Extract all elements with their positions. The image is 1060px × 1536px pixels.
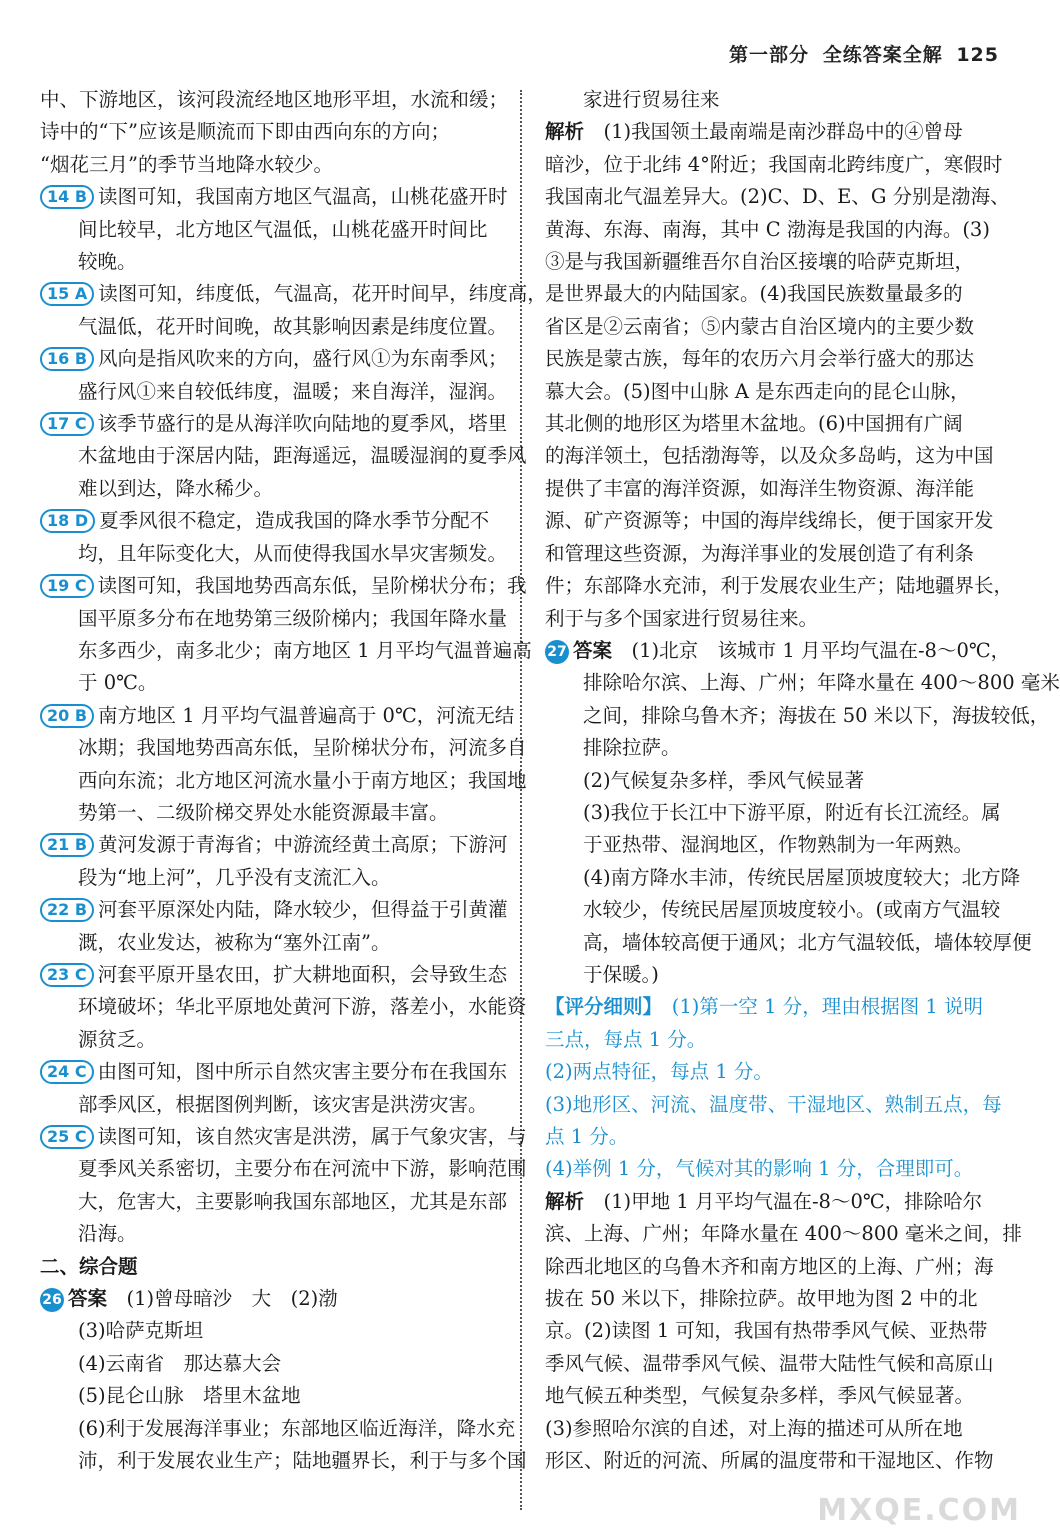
- answer-text: 势第一、二级阶梯交界处水能资源最丰富。: [78, 800, 449, 824]
- page-number: 125: [956, 44, 999, 66]
- q26-text: (1)曾母暗沙 大 (2)渤: [126, 1287, 338, 1311]
- answer-text: 国平原多分布在地势第三级阶梯内；我国年降水量: [78, 606, 508, 630]
- q27-line: [545, 894, 1000, 926]
- answer-line: [40, 765, 527, 797]
- answer-text: 段为“地上河”，几乎没有支流汇入。: [78, 865, 391, 889]
- pingfen-text: (2)两点特征，每点 1 分。: [545, 1060, 773, 1084]
- answer-item: [40, 1121, 527, 1251]
- answer-text: 均，且年际变化大，从而使得我国水旱灾害频发。: [78, 541, 508, 565]
- jiexi2-line: [545, 1218, 1022, 1250]
- q27-line: [545, 862, 1021, 894]
- jiexi2-line: [545, 1413, 1000, 1445]
- jiexi-line: [545, 505, 1000, 537]
- jiexi-text: 源、矿产资源等；中国的海岸线绵长，便于国家开发: [545, 509, 994, 533]
- answer-line: [40, 311, 510, 343]
- answer-item: [40, 505, 510, 570]
- q27-text: 于保暖。): [583, 962, 659, 986]
- answer-line: [40, 440, 527, 472]
- left-column: [40, 84, 547, 1477]
- q26-line: [40, 1380, 510, 1412]
- answer-line: [40, 1056, 510, 1088]
- answer-text: 读图可知，该自然灾害是洪涝，属于气象灾害，与: [97, 1125, 527, 1148]
- answer-line: [40, 927, 510, 959]
- q26-text: 沛，利于发展农业生产；陆地疆界长，利于与多个国: [78, 1449, 527, 1473]
- answer-line: [40, 1121, 527, 1153]
- answer-text: 难以到达，降水稀少。: [78, 476, 274, 500]
- jiexi-text: 是世界最大的内陆国家。(4)我国民族数量最多的: [545, 282, 963, 306]
- pingfen-text: 点 1 分。: [545, 1125, 629, 1148]
- jiexi-line: [545, 440, 1000, 472]
- answer-line: [40, 214, 510, 246]
- q27-number: 27: [545, 640, 569, 664]
- jiexi-text: ③是与我国新疆维吾尔自治区接壤的哈萨克斯坦，: [545, 250, 975, 274]
- answer-badge: 20 B: [40, 704, 94, 728]
- q27-text: 于亚热带、湿润地区，作物熟制为一年两熟。: [583, 833, 974, 857]
- answer-line: [40, 343, 510, 375]
- answer-line: [40, 570, 527, 602]
- right-column: [545, 84, 1060, 1477]
- answer-badge: 18 D: [40, 509, 95, 533]
- answer-line: [40, 667, 510, 699]
- pingfen-line: [545, 1024, 1000, 1056]
- jiexi2-line: [545, 1315, 1000, 1347]
- page-header: [723, 40, 999, 67]
- answer-line: [40, 149, 510, 181]
- answer-text: 风向是指风吹来的方向，盛行风①为东南季风；: [98, 347, 508, 371]
- q27-text: 排除哈尔滨、上海、广州；年降水量在 400～800 毫米: [583, 671, 1060, 695]
- jiexi-text: 件；东部降水充沛，利于发展农业生产；陆地疆界长，: [545, 574, 1014, 598]
- jiexi2-line: [545, 1380, 1000, 1412]
- answer-badge: 17 C: [40, 412, 94, 436]
- answer-line: [40, 538, 510, 570]
- pingfen-line: [545, 1056, 1000, 1088]
- answer-line: [40, 959, 510, 991]
- answer-line: [40, 505, 510, 537]
- q26-text: (4)云南省 那达慕大会: [78, 1351, 282, 1375]
- answer-text: 部季风区，根据图例判断，该灾害是洪涝灾害。: [78, 1092, 488, 1116]
- answer-text: 该季节盛行的是从海洋吹向陆地的夏季风，塔里: [97, 412, 508, 436]
- q26-text: (6)利于发展海洋事业；东部地区临近海洋，降水充: [78, 1416, 516, 1440]
- answer-line: [40, 1153, 527, 1185]
- q27-text: (2)气候复杂多样，季风气候显著: [583, 768, 865, 792]
- q26-text: (5)昆仑山脉 塔里木盆地: [78, 1384, 301, 1408]
- answer-item: [40, 570, 532, 700]
- answer-badge: 25 C: [40, 1125, 94, 1149]
- answer-text: 南方地区 1 月平均气温普遍高于 0℃，河流无结: [98, 703, 515, 727]
- section-title: 二、综合题: [40, 1254, 138, 1278]
- jiexi2-text: 拔在 50 米以下，排除拉萨。故甲地为图 2 中的北: [545, 1287, 978, 1311]
- answer-line: [40, 1218, 510, 1250]
- answer-text: 读图可知，我国地势西高东低，呈阶梯状分布；我: [97, 574, 527, 598]
- answer-text: 源贫乏。: [78, 1027, 157, 1051]
- q27-text: 水较少，传统民居屋顶坡度较小。(或南方气温较: [583, 898, 1001, 922]
- answer-line: [40, 408, 510, 440]
- answer-text: 沿海。: [78, 1222, 137, 1246]
- answer-line: [40, 603, 510, 635]
- answer-line: [40, 894, 510, 926]
- jiexi2-text: 滨、上海、广州；年降水量在 400～800 毫米之间，排: [545, 1222, 1022, 1246]
- jiexi-line: [545, 473, 1000, 505]
- answer-line: [40, 181, 510, 213]
- q27-text: 之间，排除乌鲁木齐；海拔在 50 米以下，海拔较低，: [583, 703, 1050, 727]
- q26-line: [40, 1315, 510, 1347]
- pingfen-line: [545, 1153, 1000, 1185]
- answer-line: [40, 829, 510, 861]
- q27-line: [545, 667, 1060, 699]
- answer-line: [40, 732, 527, 764]
- jiexi-text: 我国南北气温差异大。(2)C、D、E、G 分别是渤海、: [545, 185, 1010, 209]
- answer-badge: 15 A: [40, 282, 94, 306]
- answer-line: [40, 116, 510, 148]
- answer-text: 溉，农业发达，被称为“塞外江南”。: [78, 930, 391, 954]
- answer-text: 夏季风很不稳定，造成我国的降水季节分配不: [99, 509, 490, 533]
- answer-line: [40, 991, 527, 1023]
- jiexi-line: [545, 246, 1000, 278]
- answer-badge: 21 B: [40, 833, 94, 857]
- jiexi-label: 解析: [545, 120, 585, 144]
- jiexi-line: [545, 278, 1000, 310]
- q27-line: [545, 829, 1000, 861]
- jiexi2-text: 除西北地区的乌鲁木齐和南方地区的上海、广州；海: [545, 1254, 994, 1278]
- answer-item: [40, 343, 510, 408]
- jiexi-line: [545, 214, 1000, 246]
- jiexi-text: 省区是②云南省；⑤内蒙古自治区境内的主要少数: [545, 314, 975, 338]
- q27-line: [545, 700, 1050, 732]
- jiexi-line: [545, 376, 1000, 408]
- q26-line: [40, 1283, 510, 1315]
- jiexi2-line: [545, 1348, 1000, 1380]
- q27-text: (1)北京 该城市 1 月平均气温在-8～0℃，: [631, 638, 1011, 662]
- answer-text: “烟花三月”的季节当地降水较少。: [40, 152, 333, 176]
- header-title: 全练答案全解: [822, 44, 943, 66]
- answer-item: [40, 700, 527, 830]
- answer-item: [40, 829, 510, 894]
- answer-text: 气温低，花开时间晚，故其影响因素是纬度位置。: [78, 314, 508, 338]
- jiexi-line: [545, 408, 1000, 440]
- answer-text: 环境破坏；华北平原地处黄河下游，落差小，水能资: [78, 995, 527, 1019]
- jiexi-text: 慕大会。(5)图中山脉 A 是东西走向的昆仑山脉，: [545, 379, 970, 403]
- answer-text: 大，危害大，主要影响我国东部地区，尤其是东部: [78, 1189, 508, 1213]
- jiexi-text: 其北侧的地形区为塔里木盆地。(6)中国拥有广阔: [545, 412, 963, 436]
- q26-line: [40, 1413, 516, 1445]
- jiexi2-text: 地气候五种类型，气候复杂多样，季风气候显著。: [545, 1384, 975, 1408]
- answer-text: 夏季风关系密切，主要分布在河流中下游，影响范围: [78, 1157, 527, 1181]
- answer-text: 西向东流；北方地区河流水量小于南方地区；我国地: [78, 768, 527, 792]
- answer-badge: 22 B: [40, 898, 94, 922]
- q26-line: [40, 1348, 510, 1380]
- jiexi2-text: 季风气候、温带季风气候、温带大陆性气候和高原山: [545, 1351, 994, 1375]
- jiexi-text: 的海洋领土，包括渤海等，以及众多岛屿，这为中国: [545, 444, 994, 468]
- jiexi-text: 利于与多个国家进行贸易往来。: [545, 606, 819, 630]
- q27-text: 排除拉萨。: [583, 736, 681, 760]
- jiexi-text: 民族是蒙古族，每年的农历六月会举行盛大的那达: [545, 347, 975, 371]
- answer-item: [40, 894, 510, 959]
- jiexi-line: [545, 311, 1000, 343]
- pingfen-text: (3)地形区、河流、温度带、干湿地区、熟制五点，每: [545, 1092, 1002, 1116]
- jiexi-line: [545, 149, 1003, 181]
- answer-line: [40, 1186, 510, 1218]
- answer-item: [40, 408, 527, 505]
- q27-text: (4)南方降水丰沛，传统民居屋顶坡度较大；北方降: [583, 865, 1021, 889]
- answer-text: 黄河发源于青海省；中游流经黄土高原；下游河: [98, 833, 508, 857]
- pingfen-text: (4)举例 1 分，气候对其的影响 1 分，合理即可。: [545, 1157, 974, 1181]
- answer-text: 由图可知，图中所示自然灾害主要分布在我国东: [97, 1060, 508, 1084]
- answer-line: [40, 635, 532, 667]
- answer-text: 河套平原深处内陆，降水较少，但得益于引黄灌: [98, 898, 508, 922]
- answer-text: 盛行风①来自较低纬度，温暖；来自海洋，湿润。: [78, 379, 508, 403]
- continued-line: 家进行贸易往来: [583, 88, 720, 111]
- q27-line: [545, 635, 1011, 667]
- q27-text: (3)我位于长江中下游平原，附近有长江流经。属: [583, 800, 1001, 824]
- jiexi2-label: 解析: [545, 1189, 585, 1213]
- answer-text: 间比较早，北方地区气温低，山桃花盛开时间比: [78, 217, 488, 241]
- jiexi2-text: 京。(2)读图 1 可知，我国有热带季风气候、亚热带: [545, 1319, 988, 1343]
- jiexi-line: [545, 343, 1000, 375]
- answer-text: 冰期；我国地势西高东低，呈阶梯状分布，河流多自: [78, 736, 527, 760]
- pingfen-line: [545, 1089, 1000, 1121]
- pingfen-text: (1)第一空 1 分，理由根据图 1 说明: [671, 995, 984, 1019]
- jiexi-line: [545, 538, 1000, 570]
- jiexi-text: (1)我国领土最南端是南沙群岛中的④曾母: [603, 120, 963, 144]
- q26-number: 26: [40, 1288, 64, 1312]
- q27-line: [545, 765, 1000, 797]
- answer-item: [40, 959, 527, 1056]
- answer-badge: 14 B: [40, 185, 94, 209]
- answer-line: [40, 278, 547, 310]
- jiexi-text: 黄海、东海、南海，其中 C 渤海是我国的内海。(3): [545, 217, 990, 241]
- answer-text: 读图可知，我国南方地区气温高，山桃花盛开时: [98, 185, 508, 209]
- q26-text: (3)哈萨克斯坦: [78, 1319, 204, 1343]
- pingfen-label: 【评分细则】: [545, 995, 653, 1019]
- jiexi-line: [545, 570, 1014, 602]
- jiexi-text: 暗沙，位于北纬 4°附近；我国南北跨纬度广，寒假时: [545, 152, 1003, 176]
- answer-item: [40, 181, 510, 278]
- answer-item: [40, 278, 547, 343]
- pingfen-text: 三点，每点 1 分。: [545, 1027, 707, 1051]
- answer-line: [40, 797, 510, 829]
- jiexi-line: [545, 116, 1000, 148]
- answer-text: 中、下游地区，该河段流经地区地形平坦，水流和缓；: [40, 88, 509, 111]
- pingfen-line: [545, 1121, 1000, 1153]
- jiexi2-line: [545, 1445, 1000, 1477]
- answer-line: [40, 862, 510, 894]
- jiexi-text: 提供了丰富的海洋资源，如海洋生物资源、海洋能: [545, 476, 975, 500]
- jiexi-line: [545, 181, 1010, 213]
- answer-text: 诗中的“下”应该是顺流而下即由西向东的方向；: [40, 120, 450, 144]
- answer-badge: 23 C: [40, 963, 94, 987]
- jiexi-line: [545, 603, 1000, 635]
- jiexi2-text: (1)甲地 1 月平均气温在-8～0℃，排除哈尔: [603, 1189, 983, 1213]
- header-part: 第一部分: [729, 44, 810, 66]
- q27-line: [545, 959, 1000, 991]
- answer-line: [40, 246, 510, 278]
- answer-text: 河套平原开垦农田，扩大耕地面积，会导致生态: [97, 962, 508, 986]
- answer-badge: 19 C: [40, 574, 94, 598]
- answer-text: 木盆地由于深居内陆，距海遥远，温暖湿润的夏季风: [78, 444, 527, 468]
- q27-line: [545, 732, 1000, 764]
- jiexi2-line: [545, 1186, 1000, 1218]
- answer-badge: 16 B: [40, 347, 94, 371]
- answer-line: [40, 84, 510, 116]
- pingfen-line: [545, 991, 1000, 1023]
- q27-line: [545, 797, 1000, 829]
- answer-line: [40, 376, 510, 408]
- answer-text: 东多西少，南多北少；南方地区 1 月平均气温普遍高: [78, 638, 532, 662]
- answer-line: [40, 700, 515, 732]
- watermark-logo: MXQE.COM: [817, 1493, 1021, 1528]
- answer-text: 较晚。: [78, 250, 137, 274]
- jiexi2-line: [545, 1283, 1000, 1315]
- q27-text: 高，墙体较高便于通风；北方气温较低，墙体较厚便: [583, 930, 1032, 954]
- q27-line: [545, 927, 1032, 959]
- answer-badge: 24 C: [40, 1060, 94, 1084]
- answer-text: 读图可知，纬度低，气温高，花开时间早，纬度高，: [98, 282, 547, 306]
- q27-answer-label: 答案: [573, 638, 613, 662]
- answer-line: [40, 1024, 510, 1056]
- answer-line: [40, 1089, 510, 1121]
- answer-item: [40, 1056, 510, 1121]
- jiexi2-text: (3)参照哈尔滨的自述，对上海的描述可从所在地: [545, 1416, 963, 1440]
- q26-line: [40, 1445, 527, 1477]
- jiexi2-line: [545, 1251, 1000, 1283]
- answer-text: 于 0℃。: [78, 671, 158, 695]
- jiexi-text: 和管理这些资源，为海洋事业的发展创造了有利条: [545, 541, 975, 565]
- answer-line: [40, 473, 510, 505]
- jiexi2-text: 形区、附近的河流、所属的温度带和干湿地区、作物: [545, 1449, 994, 1473]
- q26-answer-label: 答案: [68, 1287, 108, 1311]
- answer-item: [40, 84, 510, 181]
